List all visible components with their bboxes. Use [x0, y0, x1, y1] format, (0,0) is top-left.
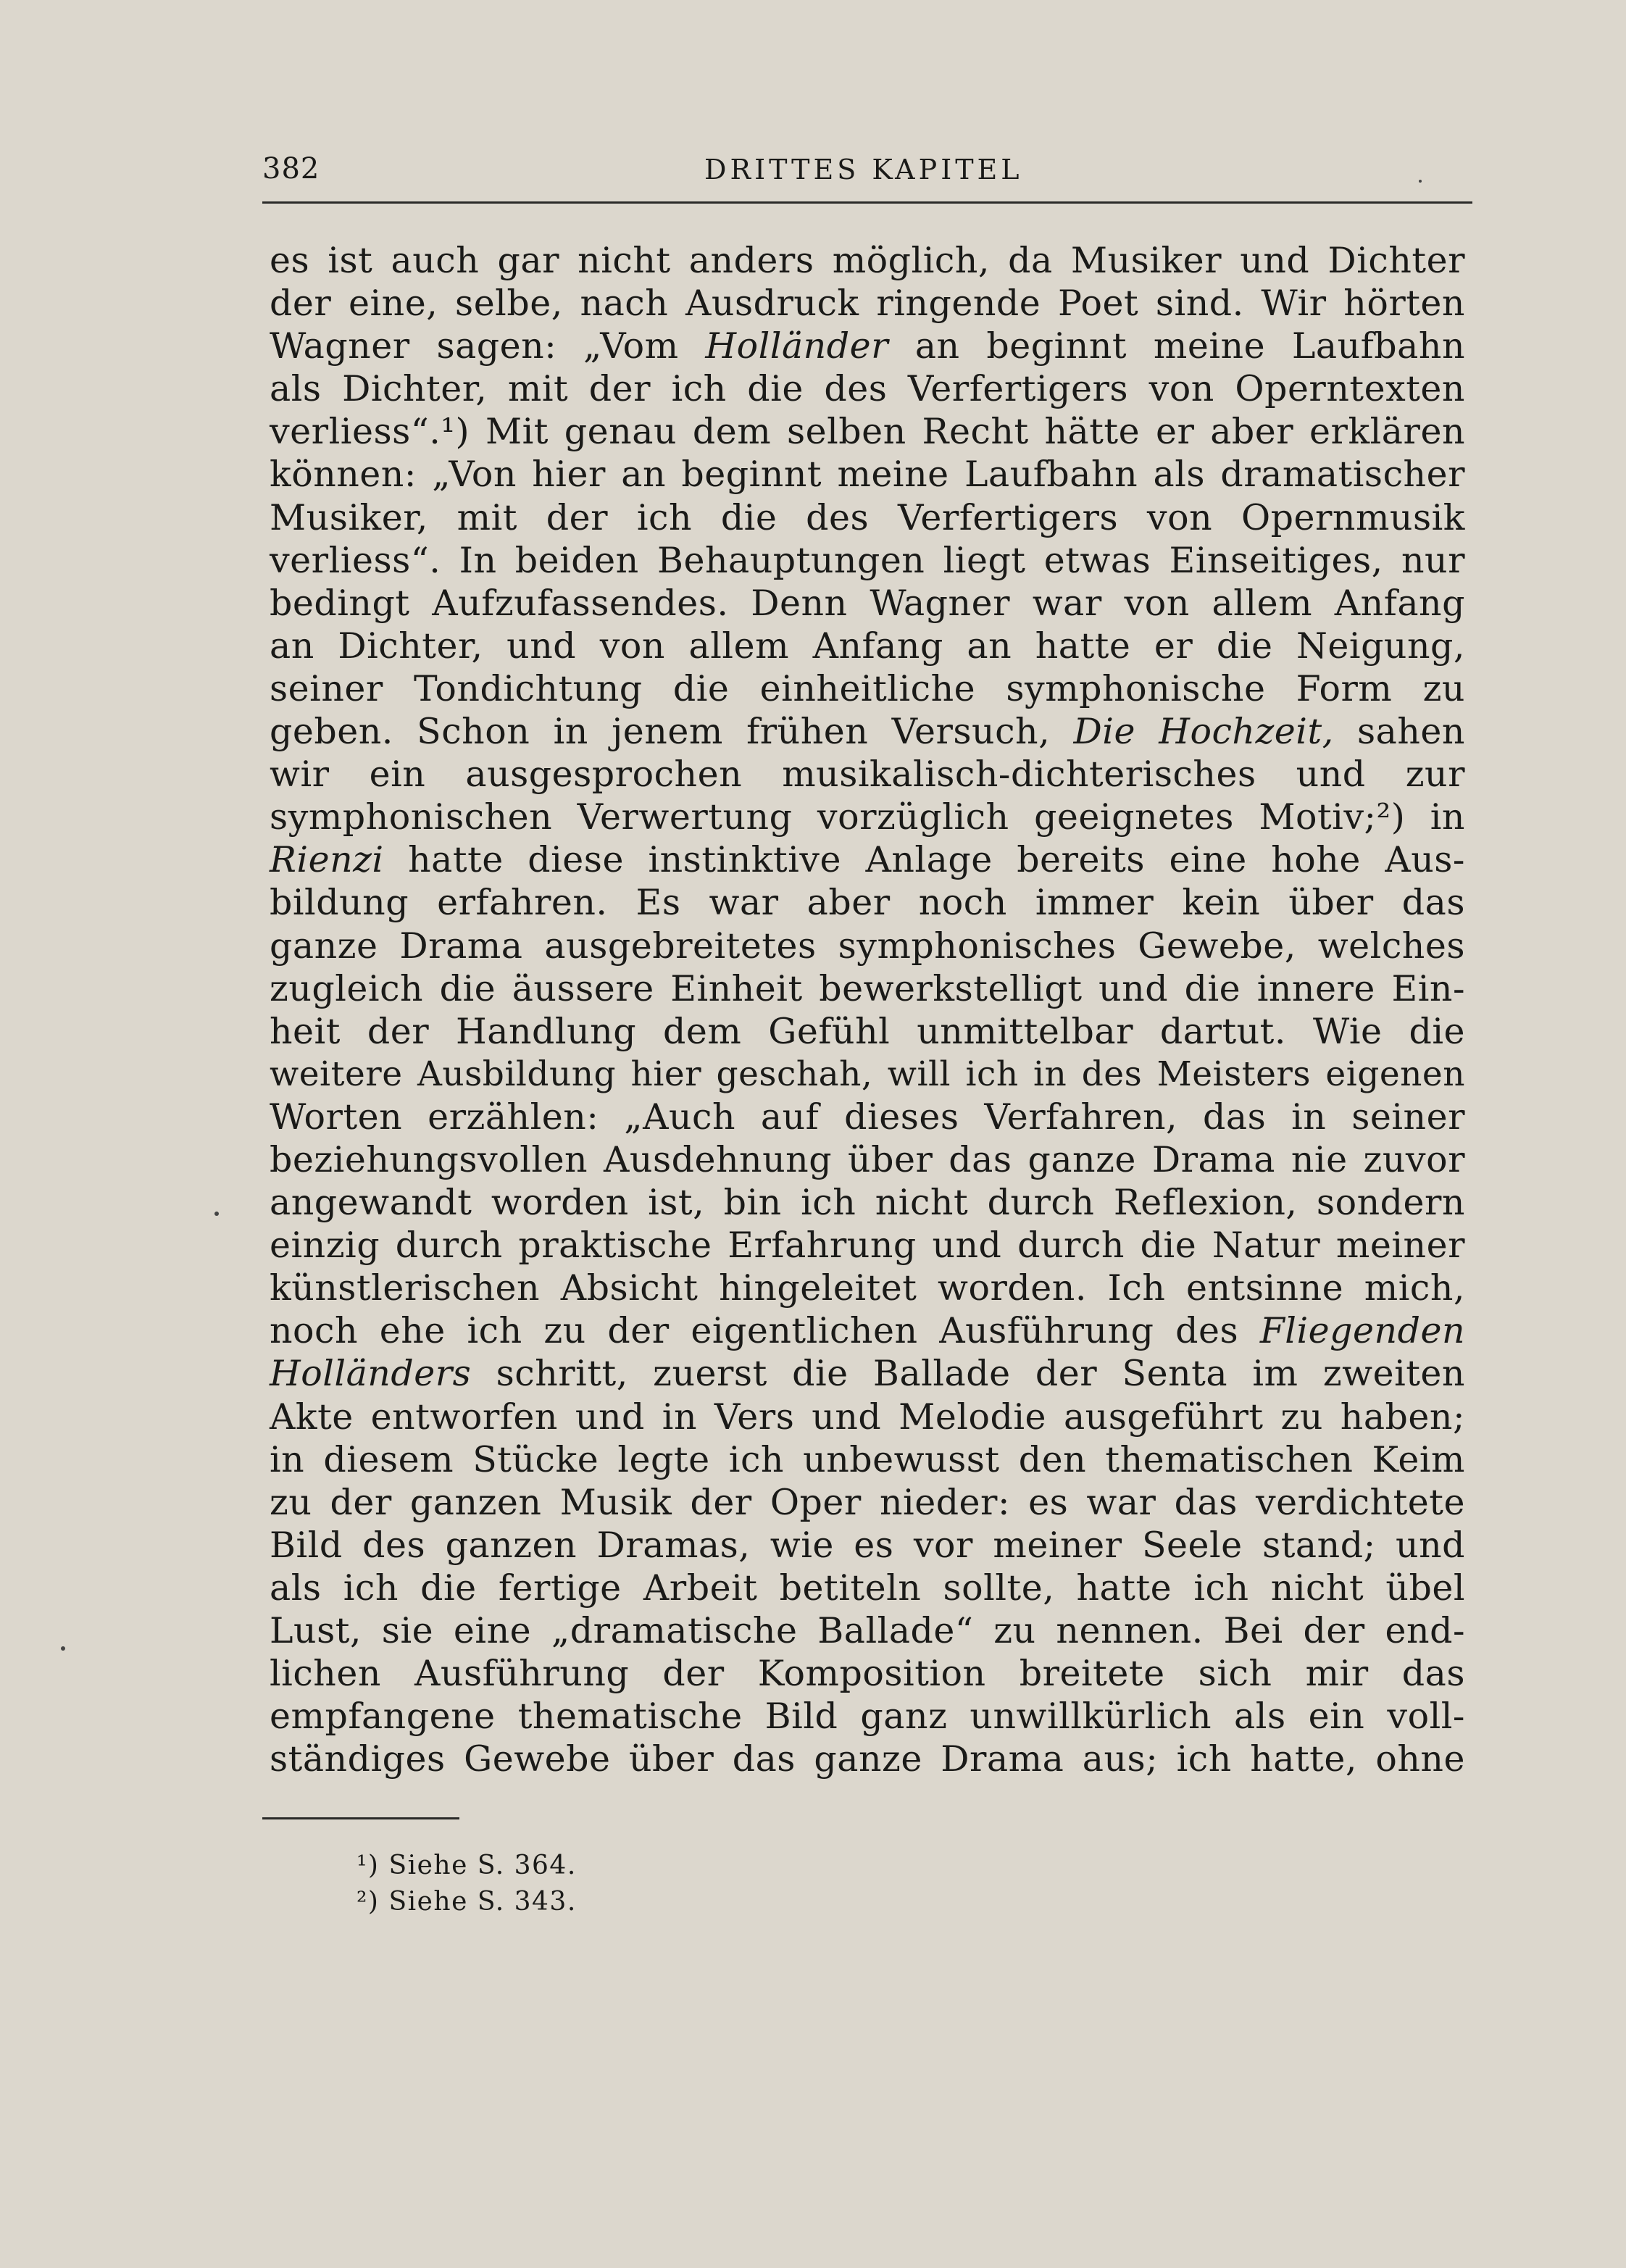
italic-title: Holländers: [270, 1353, 472, 1395]
text-run: angewandt worden ist, bin ich nicht durch Reflexion, sondern: [270, 1182, 1465, 1224]
text-run: hatte diese instinktive Anlage bereits eine hohe Aus-: [383, 839, 1465, 881]
text-line: [270, 1396, 1465, 1438]
footnote: [357, 1884, 577, 1920]
text-run: als Dichter, mit der ich die des Verfertigers von Operntexten: [270, 368, 1465, 410]
text-run: einzig durch praktische Erfahrung und durch die Natur meiner: [270, 1225, 1465, 1267]
italic-title: Holländer: [705, 325, 889, 367]
text-line: [270, 239, 1465, 282]
text-run: weitere Ausbildung hier geschah, will ich in des Meisters eigenen: [270, 1054, 1465, 1094]
text-line: [270, 539, 1465, 582]
text-run: noch ehe ich zu der eigentlichen Ausführung des: [270, 1310, 1260, 1352]
text-line: [270, 582, 1465, 625]
text-line: [270, 1524, 1465, 1567]
text-line: [270, 1567, 1465, 1609]
text-line: [270, 325, 1465, 367]
text-line: [270, 1438, 1465, 1481]
text-run: Wagner sagen: „Vom: [270, 325, 706, 367]
text-line: [270, 881, 1465, 924]
text-line: [270, 1138, 1465, 1181]
page-number: 382: [262, 152, 320, 185]
text-line: [270, 453, 1465, 496]
text-run: lichen Ausführung der Komposition breitete sich mir das: [270, 1653, 1465, 1695]
text-run: bildung erfahren. Es war aber noch immer kein über das: [270, 882, 1465, 924]
text-line: [270, 1738, 1465, 1780]
text-run: in diesem Stücke legte ich unbewusst den thematischen Keim: [270, 1438, 1465, 1480]
text-run: symphonischen Verwertung vorzüglich geeignetes Motiv;²) in: [270, 796, 1465, 838]
footnote-text: Siehe S. 364.: [388, 1851, 577, 1880]
text-line: [270, 1609, 1465, 1652]
text-line: [270, 367, 1465, 410]
text-line: [270, 838, 1465, 881]
text-run: Worten erzählen: „Auch auf dieses Verfahren, das in seiner: [270, 1096, 1465, 1138]
footnote-marker: ¹): [357, 1851, 380, 1880]
text-run: an Dichter, und von allem Anfang an hatte er die Neigung,: [270, 625, 1465, 667]
header-rule: [262, 201, 1472, 204]
footnote-rule: [262, 1817, 459, 1819]
footnote-text: Siehe S. 343.: [388, 1887, 577, 1917]
text-line: [270, 925, 1465, 967]
footnotes: [357, 1848, 577, 1920]
text-line: [270, 496, 1465, 539]
text-run: wir ein ausgesprochen musikalisch-dichterisches und zur: [270, 754, 1465, 796]
text-line: [270, 625, 1465, 667]
text-line: [270, 1695, 1465, 1738]
text-run: künstlerischen Absicht hingeleitet worden. Ich entsinne mich,: [270, 1267, 1465, 1309]
text-run: ganze Drama ausgebreitetes symphonisches Gewebe, welches: [270, 925, 1465, 967]
text-line: [270, 710, 1465, 753]
text-run: schritt, zuerst die Ballade der Senta im zweiten: [471, 1353, 1465, 1395]
text-run: Lust, sie eine „dramatische Ballade“ zu nennen. Bei der end-: [270, 1610, 1465, 1651]
text-line: [270, 967, 1465, 1010]
text-run: sahen: [1333, 711, 1465, 753]
text-run: verliess“.¹) Mit genau dem selben Recht hätte er aber erklären: [270, 411, 1465, 453]
text-line: [270, 1181, 1465, 1224]
print-speck: [214, 1212, 219, 1216]
text-line: [270, 1652, 1465, 1695]
text-line: [270, 1481, 1465, 1524]
body-text: [270, 239, 1465, 1780]
text-run: bedingt Aufzufassendes. Denn Wagner war von allem Anfang: [270, 582, 1465, 624]
text-run: seiner Tondichtung die einheitliche symphonische Form zu: [270, 667, 1465, 709]
text-line: [270, 796, 1465, 838]
footnote: [357, 1848, 577, 1884]
print-speck: [1419, 180, 1422, 183]
text-line: [270, 1053, 1465, 1096]
text-run: ständiges Gewebe über das ganze Drama aus; ich hatte, ohne: [270, 1738, 1465, 1780]
italic-title: Fliegenden: [1259, 1310, 1465, 1352]
text-line: [270, 667, 1465, 710]
text-line: [270, 753, 1465, 796]
text-line: [270, 1096, 1465, 1138]
text-run: zugleich die äussere Einheit bewerkstelligt und die innere Ein-: [270, 967, 1465, 1009]
text-line: [270, 282, 1465, 325]
text-run: als ich die fertige Arbeit betiteln sollte, hatte ich nicht übel: [270, 1567, 1465, 1609]
text-run: zu der ganzen Musik der Oper nieder: es war das verdichtete: [270, 1481, 1465, 1523]
text-line: [270, 1267, 1465, 1309]
text-run: verliess“. In beiden Behauptungen liegt etwas Einseitiges, nur: [270, 539, 1465, 581]
text-run: es ist auch gar nicht anders möglich, da Musiker und Dichter: [270, 240, 1465, 281]
italic-title: Rienzi: [270, 839, 384, 881]
text-line: [270, 410, 1465, 453]
text-line: [270, 1309, 1465, 1352]
footnote-marker: ²): [357, 1887, 380, 1917]
text-run: Musiker, mit der ich die des Verfertigers von Opernmusik: [270, 496, 1465, 538]
text-run: geben. Schon in jenem frühen Versuch,: [270, 711, 1074, 753]
text-run: an beginnt meine Laufbahn: [888, 325, 1465, 367]
text-run: beziehungsvollen Ausdehnung über das ganze Drama nie zuvor: [270, 1138, 1465, 1180]
text-line: [270, 1352, 1465, 1395]
text-line: [270, 1224, 1465, 1267]
running-head: [262, 152, 1472, 188]
text-run: empfangene thematische Bild ganz unwillkürlich als ein voll-: [270, 1696, 1465, 1738]
chapter-title: DRITTES KAPITEL: [704, 154, 1023, 185]
text-run: heit der Handlung dem Gefühl unmittelbar dartut. Wie die: [270, 1010, 1465, 1052]
italic-title: Die Hochzeit,: [1073, 711, 1334, 753]
text-line: [270, 1010, 1465, 1053]
print-speck: [61, 1646, 65, 1651]
text-run: Akte entworfen und in Vers und Melodie ausgeführt zu haben;: [270, 1396, 1465, 1438]
text-run: können: „Von hier an beginnt meine Laufbahn als dramatischer: [270, 454, 1465, 496]
text-run: der eine, selbe, nach Ausdruck ringende Poet sind. Wir hörten: [270, 283, 1465, 325]
text-run: Bild des ganzen Dramas, wie es vor meiner Seele stand; und: [270, 1524, 1465, 1566]
